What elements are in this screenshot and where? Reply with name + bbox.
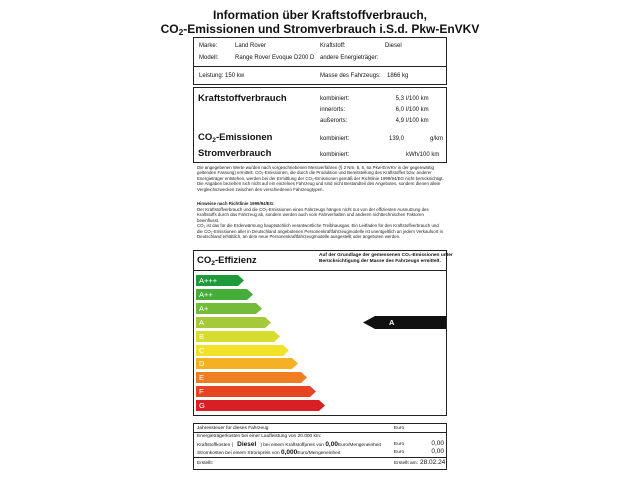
kraftstoffkosten-fuel: Diesel (237, 441, 257, 448)
stromkosten-row: Stromkosten bei einem Strompreis von 0,000Euro/Mengeneinheit (197, 449, 341, 456)
consumption-row-label: innerorts: (320, 107, 346, 113)
leistung-label: Leistung: 150 kw (199, 73, 245, 79)
erstellt-am-label: Erstellt am: (394, 461, 418, 466)
kraftstoffverbrauch-title: Kraftstoffverbrauch (198, 93, 287, 104)
divider (194, 457, 446, 458)
efficiency-class-label: B (199, 331, 205, 341)
marke-label: Marke: (199, 43, 218, 49)
strom-label: kombiniert: (320, 152, 350, 158)
document-title: Information über Kraftstoffverbrauch, (212, 8, 428, 22)
consumption-row-label: kombiniert: (320, 96, 350, 102)
erstellt-am-value: 28.02.24 (420, 459, 446, 466)
efficiency-class-label: F (199, 387, 204, 397)
co2-label: kombiniert: (320, 136, 350, 142)
efficiency-class-label: A++ (199, 289, 213, 299)
efficiency-class-bar (196, 358, 298, 369)
co2-value: 139,0 (388, 136, 404, 142)
divider (194, 432, 446, 433)
efficiency-class-bar (196, 345, 289, 356)
efficiency-class-bar (196, 303, 262, 314)
co2-emissionen-title: $CO_2$-Emissionen (198, 132, 273, 144)
kraftstoff-value: Diesel (385, 43, 402, 49)
strompreis: 0,000 (281, 449, 298, 456)
stromkosten-unit: Euro (394, 450, 405, 455)
consumption-box (193, 87, 447, 163)
efficiency-class-bar (196, 317, 271, 328)
kraftstoffpreis: 0,00 (325, 441, 338, 448)
jahressteuer-label: Jahressteuer für dieses Fahrzeug (197, 426, 269, 431)
efficiency-class-bar (196, 400, 325, 411)
divider (194, 66, 446, 67)
kraftstoffkosten-unit: Euro (394, 442, 405, 447)
efficiency-class-bar (196, 289, 253, 300)
co2-effizienz-title: $CO_2$-Effizienz (197, 255, 257, 267)
co2-efficiency-box (193, 250, 453, 416)
document-subtitle: $CO_2$-Emissionen und Stromverbrauch i.S.d. Pkw-EnVKV (160, 22, 480, 37)
consumption-row-unit: l/100 km (406, 118, 429, 124)
current-class-label: A (389, 318, 395, 327)
divider (194, 270, 446, 271)
stromkosten-value: 0,00 (431, 448, 444, 455)
consumption-row-value: 4,9 (395, 118, 404, 124)
efficiency-class-label: E (199, 373, 205, 383)
consumption-row-unit: l/100 km (406, 107, 429, 113)
current-class-label-wrap (363, 316, 446, 329)
notes-paragraph-2: Der Kraftstoffverbrauch und die CO₂-Emissionen eines Fahrzeugs hängen nicht nur von der effizienten Ausnutzung des Kraftstoffs durch das Fahrzeug ab, sondern werden auch vom Fahrverhalten und anderen nichttechnischen Faktoren beeinflusst. CO₂ ist das für die Erderwärmung hauptsächlich verantwortliche Treibhausgas. Ein Leitfaden für den Kraftstoffverbrauch und die CO₂-Emissionen aller in Deutschland angebotenen Personenkraftfahrzeugmodelle ist unentgeltlich an jedem Verkaufsort in Deutschland erhältlich, an dem neue Personenkraftfahrzeugmodelle ausgestellt oder angeboten werden. (197, 207, 444, 240)
energietraeger-label: andere Energieträger: (320, 55, 379, 61)
modell-value: Range Rover Evoque D200 D (235, 55, 315, 61)
efficiency-class-bar (196, 372, 307, 383)
consumption-row-value: 6,0 (395, 107, 404, 113)
kraftstoffkosten-row: Kraftstoffkosten ( Diesel ) bei einem Kraftstoffpreis von 0,00Euro/Mengeneinheit (197, 441, 381, 448)
energiekosten-label: Energieträgerkosten bei einer Laufleistung von 20.000 km: (197, 434, 322, 439)
notes-heading: Hinweise nach Richtlinie 1999/94/EG: (197, 201, 275, 206)
modell-label: Modell: (199, 55, 219, 61)
costs-box (193, 423, 447, 470)
efficiency-class-label: A+++ (199, 276, 218, 285)
efficiency-class-label: A+ (199, 303, 209, 313)
consumption-row-unit: l/100 km (406, 96, 429, 102)
efficiency-class-bar (196, 275, 244, 286)
consumption-row-label: außerorts: (320, 118, 348, 124)
efficiency-class-label: C (199, 345, 205, 355)
vehicle-data-box (193, 37, 447, 85)
kraftstoffkosten-value: 0,00 (431, 440, 444, 447)
efficiency-class-label: D (199, 359, 205, 369)
jahressteuer-unit: Euro (394, 426, 405, 431)
efficiency-class-label: A (199, 317, 205, 327)
efficiency-class-bar (196, 386, 316, 397)
strom-unit: kWh/100 km (406, 152, 440, 158)
masse-value: 1866 kg (387, 73, 409, 79)
consumption-row-value: 5,3 (395, 96, 404, 102)
stromverbrauch-title: Stromverbrauch (198, 148, 272, 159)
masse-label: Masse des Fahrzeugs: (320, 73, 381, 79)
kraftstoff-label: Kraftstoff: (320, 43, 346, 49)
erstellt-label: Erstellt: (197, 461, 213, 466)
notes-paragraph-1: Die angegebenen Werte wurden nach vorgeschriebenen Messverfahren (§ 2 Nrn. 5, 6, 6a Pkw-EnVKV in der gegenwärtig geltenden Fassung) ermittelt. CO₂-Emissionen, die durch die Produktion und Bereitstellung des Kraftstoffes bzw. anderer Energieträger entstehen, werden bei der Ermittlung der CO₂-Emissionen gemäß der Richtlinie 1999/94/EG nicht berücksichtigt. Die Angaben beziehen sich nicht auf ein einzelnes Fahrzeug und sind nicht Bestandteil des Angebotes, sondern dienen allein Vergleichszwecken zwischen den verschiedenen Fahrzeugtypen. (197, 165, 444, 192)
marke-value: Land Rover (235, 43, 267, 49)
co2-unit: g/km (430, 136, 444, 142)
efficiency-class-label: G (199, 401, 205, 411)
efficiency-note: Auf der Grundlage der gemessenen CO₂-Emissionen unter Berücksichtigung der Masse des Fahrzeugs ermittelt. (319, 253, 453, 264)
efficiency-class-bar (196, 331, 280, 342)
